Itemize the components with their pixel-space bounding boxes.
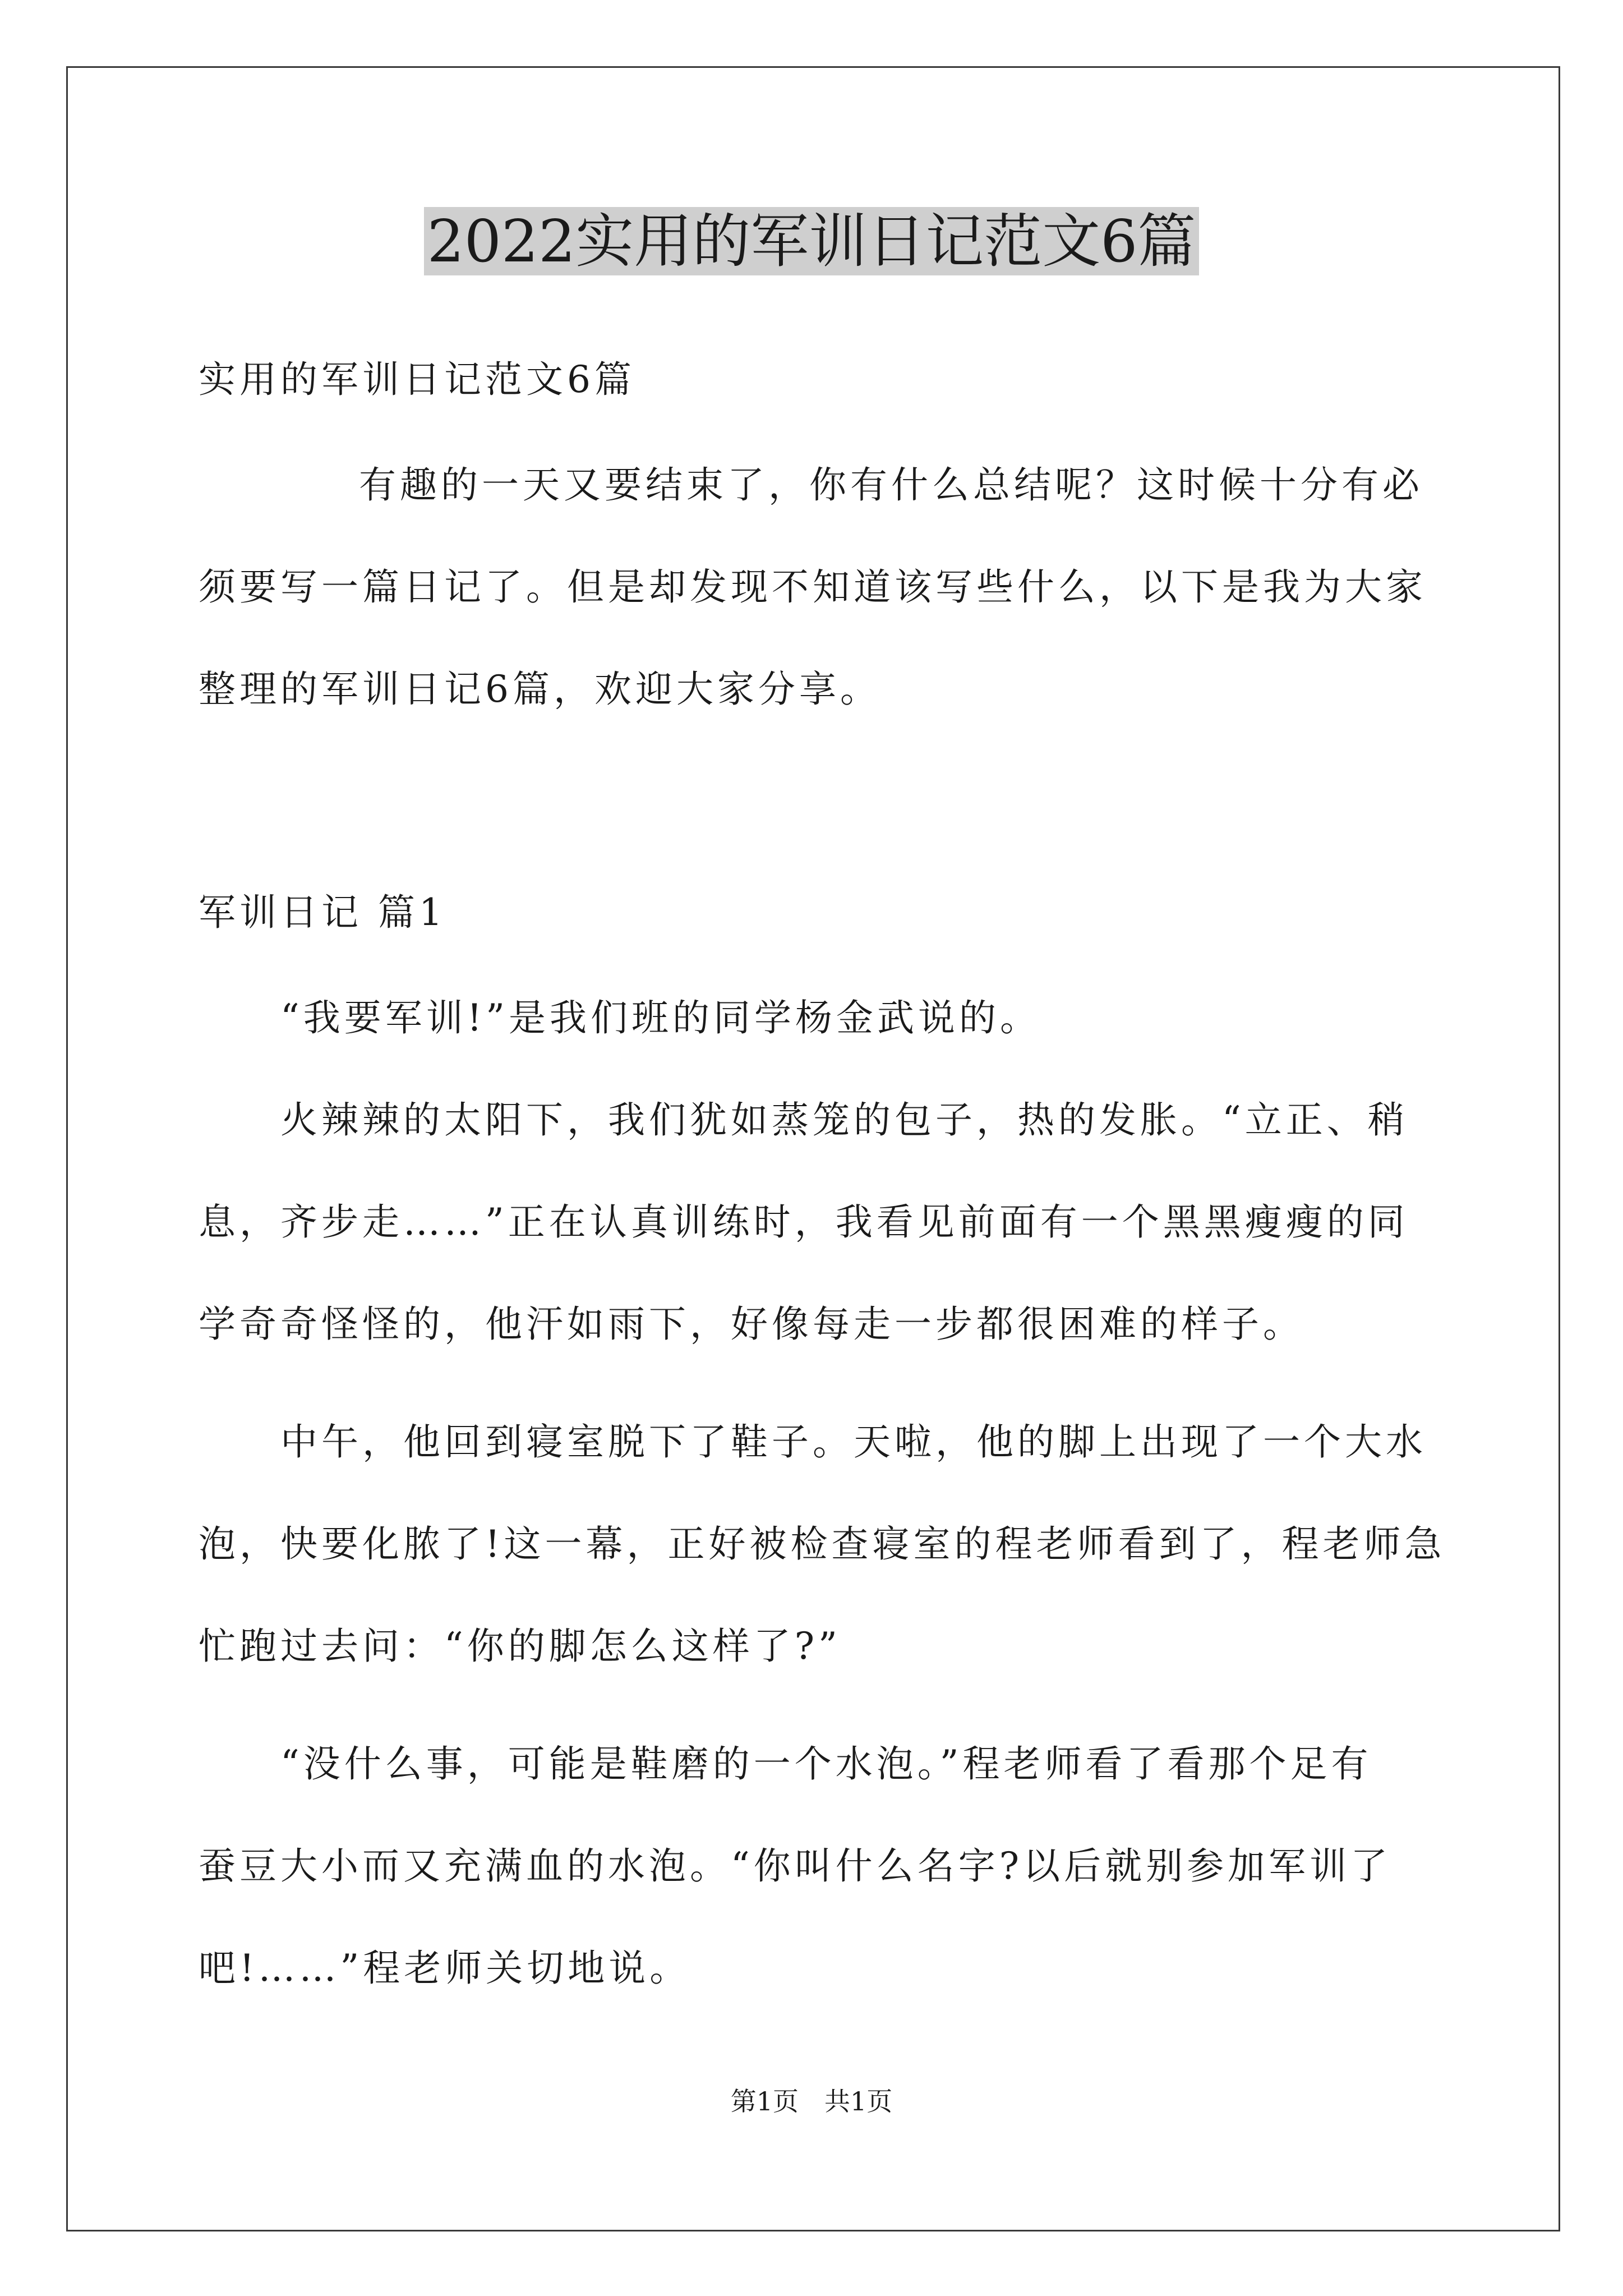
paragraph-line: 息，齐步走……”正在认真训练时，我看见前面有一个黑黑瘦瘦的同 xyxy=(199,1200,1409,1244)
paragraph-line: 泡，快要化脓了!这一幕，正好被检查寝室的程老师看到了，程老师急 xyxy=(199,1522,1446,1566)
document-subtitle: 实用的军训日记范文6篇 xyxy=(199,358,635,401)
paragraph-line: 吧!……”程老师关切地说。 xyxy=(199,1947,691,1990)
intro-line: 整理的军训日记6篇，欢迎大家分享。 xyxy=(199,668,881,711)
intro-line: 有趣的一天又要结束了，你有什么总结呢？这时候十分有必 xyxy=(359,463,1423,507)
page-number: 第1页 共1页 xyxy=(730,2086,893,2116)
intro-line: 须要写一篇日记了。但是却发现不知道该写些什么，以下是我为大家 xyxy=(199,565,1427,609)
paragraph-line: 火辣辣的太阳下，我们犹如蒸笼的包子，热的发胀。“立正、稍 xyxy=(280,1098,1409,1142)
section-heading: 军训日记 篇1 xyxy=(199,891,446,934)
paragraph-line: 蚕豆大小而又充满血的水泡。“你叫什么名字?以后就别参加军训了 xyxy=(199,1844,1392,1888)
paragraph-line: 忙跑过去问：“你的脚怎么这样了?” xyxy=(199,1625,841,1668)
paragraph-line: 学奇奇怪怪的，他汗如雨下，好像每走一步都很困难的样子。 xyxy=(199,1303,1304,1346)
document-title xyxy=(0,202,1623,280)
paragraph-line: “我要军训!”是我们班的同学杨金武说的。 xyxy=(280,996,1041,1039)
paragraph-line: 中午，他回到寝室脱下了鞋子。天啦，他的脚上出现了一个大水 xyxy=(280,1420,1427,1464)
paragraph-line: “没什么事，可能是鞋磨的一个水泡。”程老师看了看那个足有 xyxy=(280,1742,1372,1786)
document-title-text: 2022实用的军训日记范文6篇 xyxy=(424,207,1200,275)
